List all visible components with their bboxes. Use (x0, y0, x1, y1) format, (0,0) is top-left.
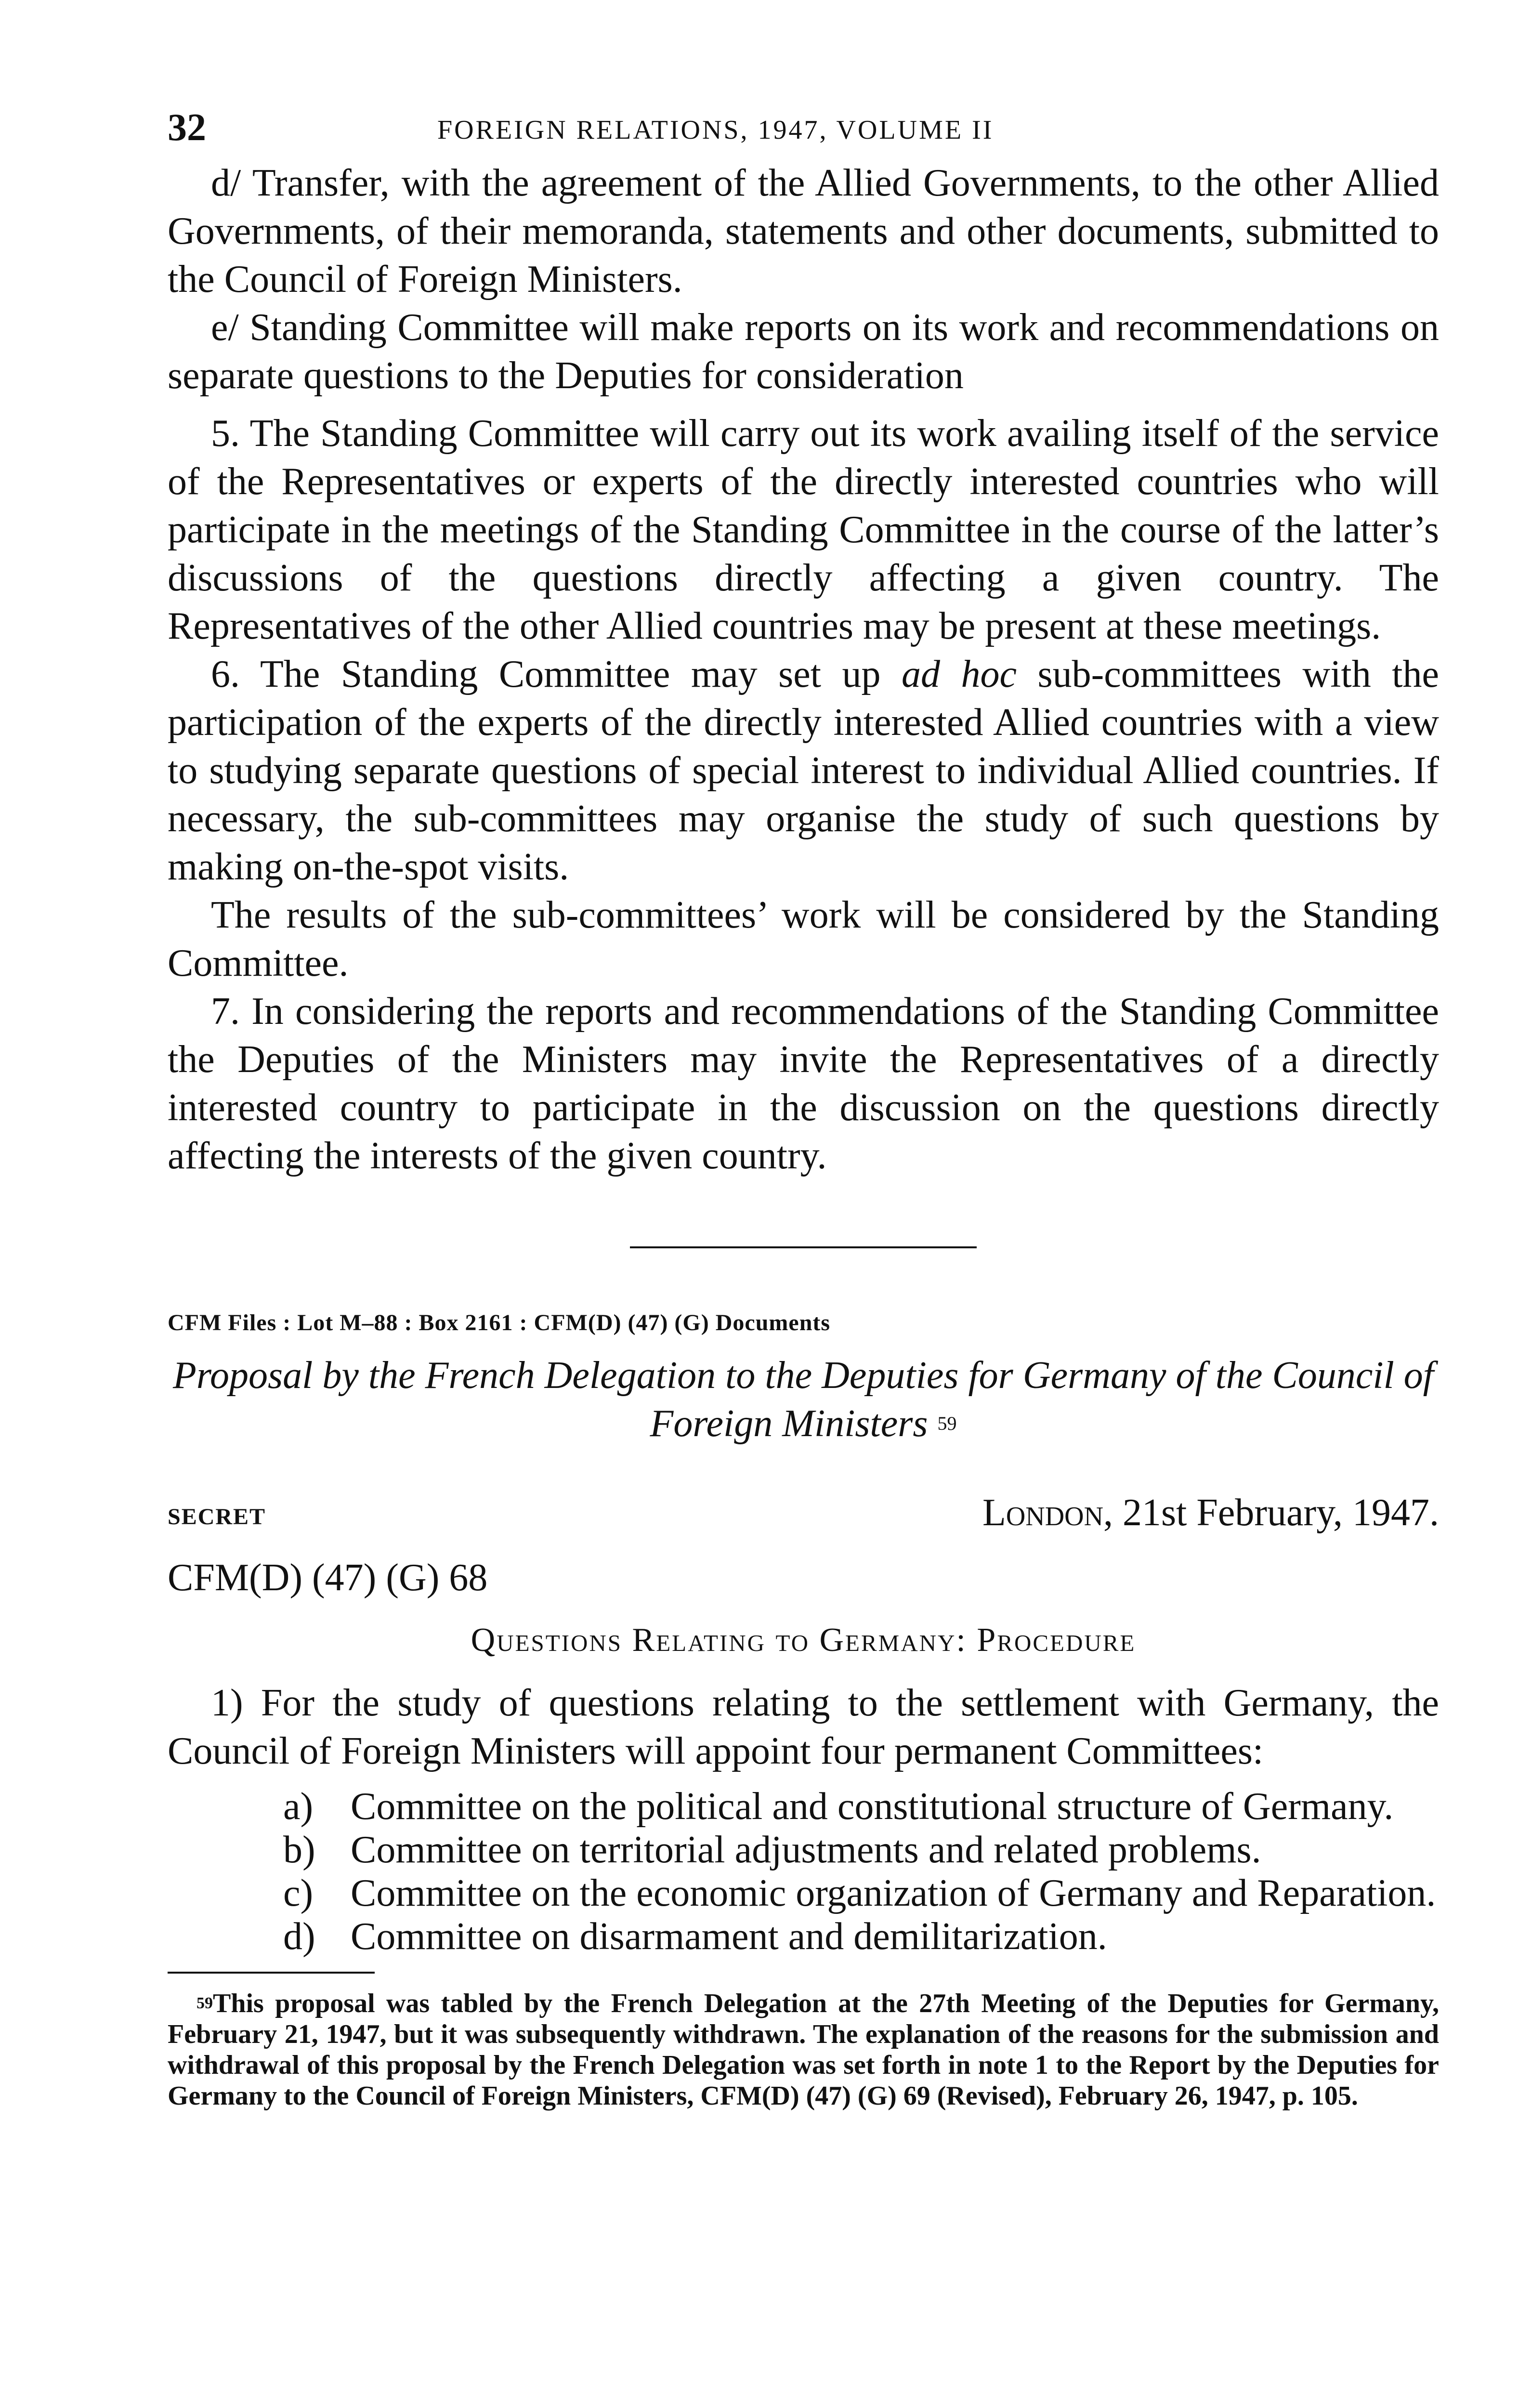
paragraph-6-rest: sub-committees with the participation of the experts of the directly interested Allied countries with a view to studying separate questions of special interest to individual Allied countries. If necessary, the sub-committees may organise the study of such questions by making on-the-spot visits. (168, 653, 1439, 888)
dateline-place: London (982, 1492, 1104, 1534)
page (168, 106, 1439, 2111)
footnote (168, 1988, 1439, 2111)
document-number: CFM(D) (47) (G) 68 (168, 1557, 488, 1599)
list-item-text: Committee on the economic organization of Germany and Reparation. (351, 1872, 1436, 1914)
dateline-row (168, 1491, 1439, 1544)
item-e-paragraph: e/ Standing Committee will make reports on its work and recommendations on separate questions to the Deputies for consideration (168, 306, 1439, 397)
list-item-label: d) (283, 1915, 315, 1958)
paragraph-7: 7. In considering the reports and recommendations of the Standing Committee the Deputies of the Ministers may invite the Representatives of a directly interested country to participate in the discussion on the questions directly affecting the interests of the given country. (168, 990, 1439, 1177)
document-title-text: Proposal by the French Delegation to the Deputies for Germany of the Council of Foreign Ministers (172, 1354, 1434, 1445)
paragraph-5: 5. The Standing Committee will carry out its work availing itself of the service of the Representatives or experts of the directly interested countries who will participate in the meetings of the Standing Committee in the course of the latter’s discussions of the questions directly affecting a given country. The Representatives of the other Allied countries may be present at these meetings. (168, 412, 1439, 647)
list-item (168, 1828, 1439, 1871)
title-footnote-ref: 59 (937, 1413, 957, 1434)
list-item (168, 1785, 1439, 1828)
dateline (982, 1491, 1439, 1535)
ad-hoc-italic: ad hoc (901, 653, 1017, 695)
page-header (168, 106, 1439, 159)
footnote-number: 59 (196, 1994, 213, 2012)
paragraph-6-results: The results of the sub-committees’ work will be considered by the Standing Committee. (168, 894, 1439, 984)
section-divider (630, 1246, 977, 1248)
running-title: FOREIGN RELATIONS, 1947, VOLUME II (437, 115, 994, 145)
list-item (168, 1871, 1439, 1915)
committee-list (168, 1785, 1439, 1958)
list-item-text: Committee on the political and constitutional structure of Germany. (351, 1785, 1394, 1828)
classification-label: SECRET (168, 1504, 266, 1530)
list-item-text: Committee on territorial adjustments and related problems. (351, 1829, 1261, 1871)
list-item-text: Committee on disarmament and demilitarization. (351, 1915, 1107, 1958)
paragraph-6-start: 6. The Standing Committee may set up (211, 653, 902, 695)
document-title (168, 1351, 1439, 1448)
source-citation: CFM Files : Lot M–88 : Box 2161 : CFM(D) (47) (G) Documents (168, 1310, 831, 1335)
list-item (168, 1915, 1439, 1958)
footnote-text: This proposal was tabled by the French Delegation at the 27th Meeting of the Deputies for Germany, February 21, 1947, but it was subsequently withdrawn. The explanation of the reasons for the submission and withdrawal of this proposal by the French Delegation was set forth in note 1 to the Report by the Deputies for Germany to the Council of Foreign Ministers, CFM(D) (47) (G) 69 (Revised), February 26, 1947, p. 105. (168, 1989, 1439, 2111)
item-d-paragraph: d/ Transfer, with the agreement of the Allied Governments, to the other Allied Governments, of their memoranda, statements and other documents, submitted to the Council of Foreign Ministers. (168, 162, 1439, 301)
list-item-label: c) (283, 1872, 314, 1914)
section-heading: Questions Relating to Germany: Procedure (471, 1622, 1136, 1659)
list-item-label: b) (283, 1829, 315, 1871)
paragraph-1: 1) For the study of questions relating to the settlement with Germany, the Council of Foreign Ministers will appoint four permanent Committees: (168, 1682, 1439, 1772)
page-number: 32 (168, 106, 206, 149)
list-item-label: a) (283, 1785, 314, 1828)
paragraph-6 (168, 650, 1439, 891)
footnote-divider (168, 1972, 375, 1974)
dateline-date: , 21st February, 1947. (1103, 1492, 1439, 1534)
